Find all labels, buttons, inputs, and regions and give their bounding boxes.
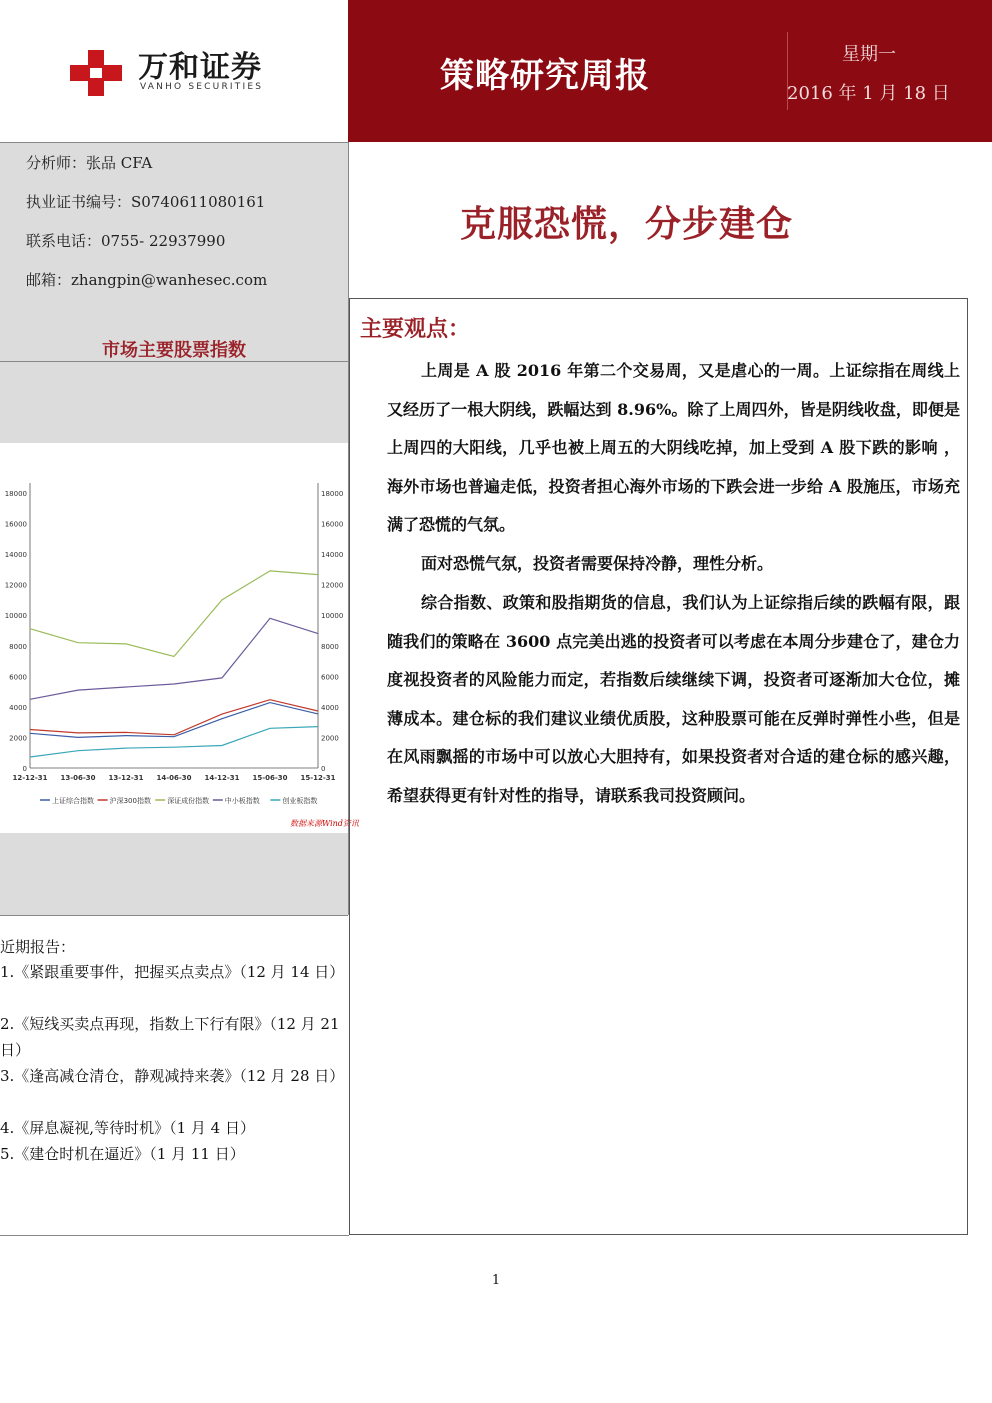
logo-subtitle: VANHO SECURITIES [140, 82, 264, 92]
y-tick-label-right: 10000 [321, 612, 344, 621]
legend-label: 上证综合指数 [52, 797, 94, 805]
report-weekday: 星期一 [842, 44, 896, 65]
y-tick-label-left: 8000 [9, 642, 27, 651]
x-tick-label: 13-06-30 [60, 774, 96, 782]
legend-label: 创业板指数 [282, 797, 318, 805]
y-tick-label-left: 2000 [9, 734, 27, 743]
logo-mark-icon [70, 50, 122, 96]
index-chart-container [0, 443, 348, 833]
paragraph-3: 综合指数、政策和股指期货的信息，我们认为上证综指后续的跌幅有限，跟随我们的策略在 3600 点完美出逃的投资者可以考虑在本周分步建仓了，建仓力度视投资者的风险能力而定，若指数后续继续下调，投资者可逐渐加大仓位，摊薄成本。建仓标的我们建议业绩优质股，这种股票可能在反弹时弹性小些，但是在风雨飘摇的市场中可以放心大胆持有，如果投资者对合适的建仓标的感兴趣，希望获得更有针对性的指导，请联系我司投资顾问。 [387, 593, 960, 805]
company-logo [60, 42, 295, 104]
y-tick-label-left: 12000 [4, 581, 27, 590]
y-tick-label-right: 6000 [321, 673, 339, 682]
sidebar-divider [0, 361, 348, 362]
report-item-4: 4.《屏息凝视,等待时机》（1 月 4 日） [0, 1119, 255, 1137]
analyst-name: 分析师：张品 CFA [26, 154, 153, 172]
y-tick-label-right: 16000 [321, 520, 344, 529]
y-tick-label-left: 0 [22, 765, 27, 773]
analyst-email: 邮箱：zhangpin@wanhesec.com [26, 271, 268, 289]
y-tick-label-right: 0 [321, 765, 326, 773]
x-tick-label: 15-12-31 [300, 774, 336, 782]
y-tick-label-left: 4000 [9, 703, 27, 712]
report-item-1: 1.《紧跟重要事件，把握买点卖点》（12 月 14 日） [0, 963, 345, 981]
paragraph-1: 上周是 A 股 2016 年第二个交易周，又是虐心的一周。上证综指在周线上又经历了一根大阴线，跌幅达到 8.96%。除了上周四外，皆是阴线收盘，即便是上周四的大阳线，几乎也被上周五的大阴线吃掉，加上受到 A 股下跌的影响 ，海外市场也普遍走低，投资者担心海外市场的下跌会进一步给 A 股施压，市场充满了恐慌的气氛。 [387, 361, 960, 534]
x-tick-label: 14-12-31 [204, 774, 240, 782]
sidebar-bottom-rule [0, 1235, 349, 1236]
headline: 克服恐慌，分步建仓 [460, 203, 794, 245]
paragraph-2: 面对恐慌气氛，投资者需要保持冷静，理性分析。 [421, 554, 774, 573]
x-tick-label: 15-06-30 [252, 774, 288, 782]
y-tick-label-right: 4000 [321, 703, 339, 712]
y-tick-label-left: 10000 [4, 612, 27, 621]
analyst-phone: 联系电话：0755- 22937990 [26, 232, 226, 250]
y-tick-label-left: 6000 [9, 673, 27, 682]
y-tick-label-right: 8000 [321, 642, 339, 651]
analyst-cert: 执业证书编号：S0740611080161 [26, 193, 266, 211]
report-item-2: 2.《短线买卖点再现，指数上下行有限》（12 月 21 日） [0, 1015, 340, 1059]
legend-label: 深证成份指数 [167, 797, 210, 805]
x-tick-label: 12-12-31 [12, 774, 48, 782]
report-type-title: 策略研究周报 [440, 56, 650, 96]
key-points-title: 主要观点： [360, 316, 471, 342]
legend-label: 中小板指数 [224, 797, 260, 805]
series-line [30, 618, 318, 699]
y-tick-label-left: 16000 [4, 520, 27, 529]
report-item-5: 5.《建仓时机在逼近》（1 月 11 日） [0, 1145, 245, 1163]
y-tick-label-right: 2000 [321, 734, 339, 743]
logo-name: 万和证券 [138, 50, 262, 85]
x-tick-label: 14-06-30 [156, 774, 192, 782]
index-section-title: 市场主要股票指数 [102, 340, 246, 361]
page-number: 1 [491, 1273, 501, 1288]
series-line [30, 700, 318, 735]
y-tick-label-left: 18000 [4, 490, 27, 498]
series-line [30, 571, 318, 657]
y-tick-label-right: 14000 [321, 551, 344, 560]
report-item-3: 3.《逢高减仓清仓，静观减持来袭》（12 月 28 日） [0, 1067, 345, 1085]
report-date: 2016 年 1 月 18 日 [787, 83, 950, 104]
chart-source-note: 数据来源Wind资讯 [290, 819, 359, 828]
legend-label: 沪深300指数 [109, 797, 151, 805]
series-line [30, 727, 318, 757]
header-column-divider [348, 142, 349, 298]
y-tick-label-left: 14000 [4, 551, 27, 560]
index-line-chart [0, 443, 348, 833]
x-tick-label: 13-12-31 [108, 774, 144, 782]
y-tick-label-right: 18000 [321, 490, 344, 498]
y-tick-label-right: 12000 [321, 581, 344, 590]
recent-reports-title: 近期报告： [0, 938, 76, 956]
